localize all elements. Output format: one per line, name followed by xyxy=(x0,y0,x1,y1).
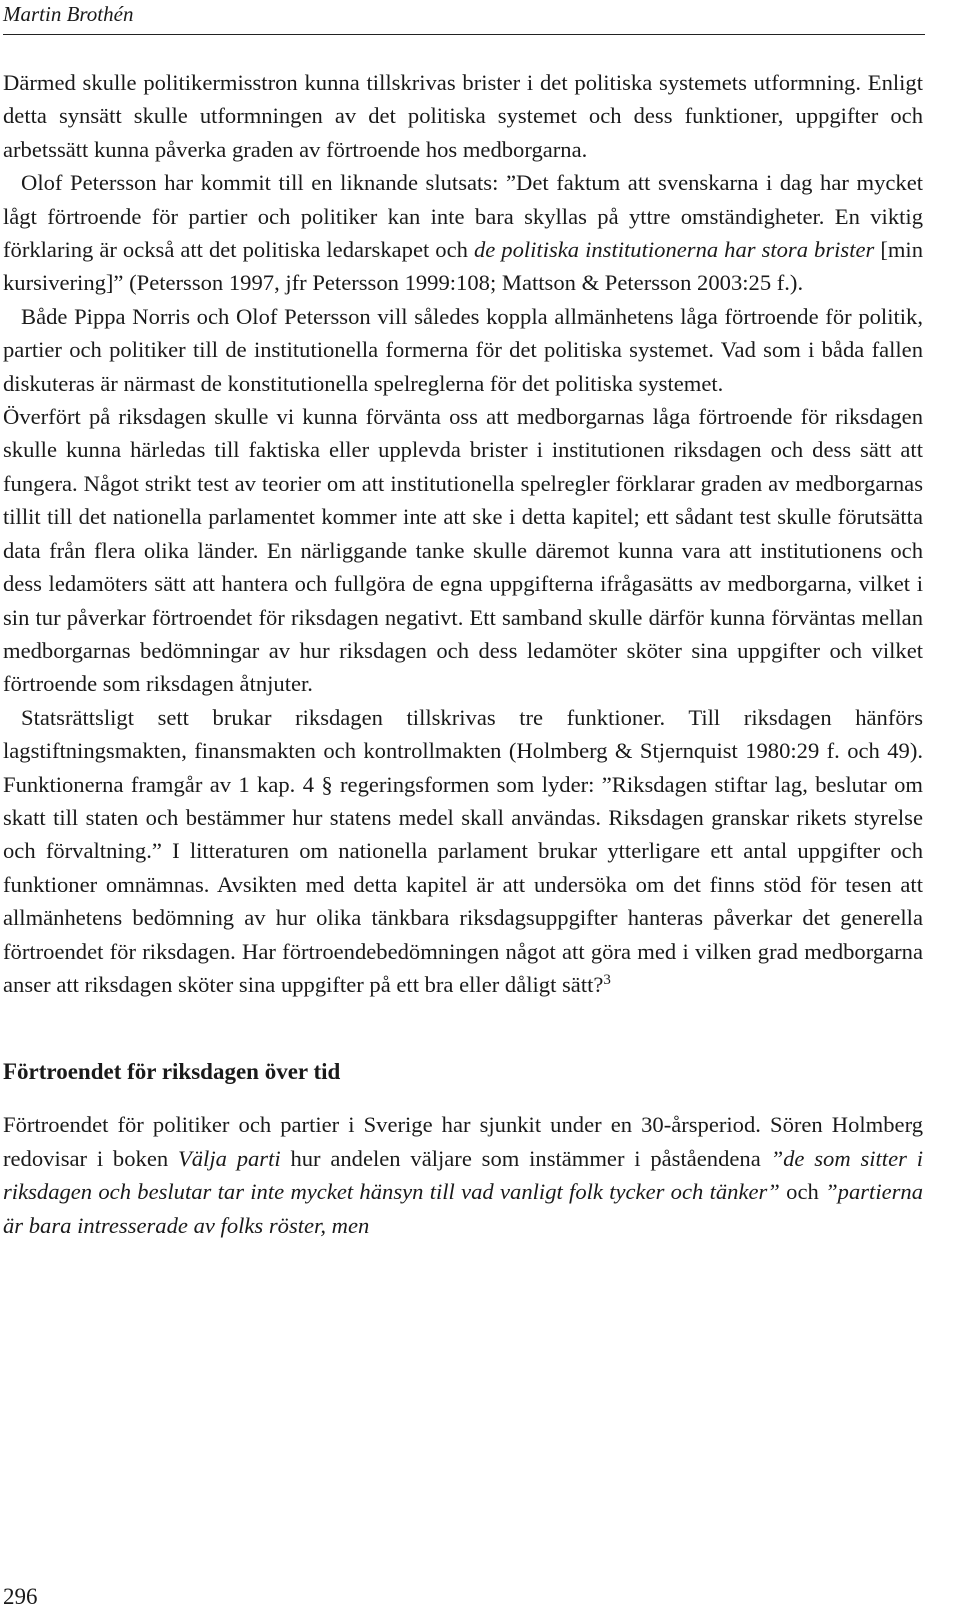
paragraph-2-italic: de politiska institutionerna har stora brister xyxy=(473,237,875,263)
running-header: Martin Brothén xyxy=(3,2,134,26)
section-paragraph-1-text-c: och xyxy=(786,1179,819,1205)
book-title: Välja parti xyxy=(177,1145,281,1171)
section-heading: Förtroendet för riksdagen över tid xyxy=(3,1059,341,1085)
paragraph-5-text: Statsrättsligt sett brukar riksdagen tillskrivas tre funktioner. Till riksdagen hänförs lagstiftningsmakten, finansmakten och kontrollmakten (Holmberg & Stjernquist 1980:29 f. och 49). Funktionerna framgår av 1 kap. 4 § regeringsformen som lyder: ”Riksdagen stiftar lag, beslutar om skatt till staten och bestämmer hur statens medel skall användas. Riksdagen granskar rikets styrelse och förvaltning.” I litteraturen om nationella parlament brukar ytterligare ett antal uppgifter och funktioner omnämnas. Avsikten med detta kapitel är att undersöka om det finns stöd för tesen att allmänhetens bedömning av hur olika tänkbara riksdagsuppgifter hanteras påverkar det generella förtroendet för riksdagen. Har förtroendebedömningen något att göra med i vilken grad medborgarna anser att riksdagen sköter sina uppgifter på ett bra eller dåligt sätt? xyxy=(3,704,923,997)
section-paragraph-1 xyxy=(3,1108,923,1242)
body-text xyxy=(3,66,923,1242)
quote-1: ”de som sitter i riksdagen och beslutar tar inte mycket hänsyn till vad vanligt folk tycker och tänker” xyxy=(3,1145,923,1205)
document-page xyxy=(3,0,923,1242)
paragraph-1: Därmed skulle politikermisstron kunna tillskrivas brister i det politiska systemets utformning. Enligt detta synsätt skulle utformningen av det politiska systemet och dess funktioner, uppgifter och arbetssätt kunna påverka graden av förtroende hos medborgarna. xyxy=(3,70,923,162)
paragraph-3: Både Pippa Norris och Olof Petersson vill således koppla allmänhetens låga förtroende för politik, partier och politiker till de institutionella formerna för det politiska systemet. Vad som i båda fallen diskuteras är närmast de konstitutionella spelreglerna för det politiska systemet. xyxy=(3,303,923,396)
paragraph-5 xyxy=(3,701,923,1002)
paragraph-2 xyxy=(3,166,923,300)
page-number: 296 xyxy=(3,1584,38,1609)
section-paragraph-1-text-b: hur andelen väljare som instämmer i påståendena xyxy=(290,1145,761,1171)
footnote-marker: 3 xyxy=(603,971,611,988)
quote-2: ”partierna är bara intresserade av folks röster, men xyxy=(3,1179,924,1238)
paragraph-4: Överfört på riksdagen skulle vi kunna förvänta oss att medborgarnas låga förtroende för riksdagen skulle kunna härledas till faktiska eller upplevda brister i institutionen riksdagen och dess sätt att fungera. Något strikt test av teorier om att institutionella spelregler förklarar graden av medborgarnas tillit till det nationella parlamentet kommer inte att ske i detta kapitel; ett sådant test skulle förutsätta data från flera olika länder. En närliggande tanke skulle däremot kunna vara att institutionens och dess ledamöters sätt att hantera och fullgöra de egna uppgifterna ifrågasätts av medborgarna, vilket i sin tur påverkar förtroendet för riksdagen negativt. Ett samband skulle därför kunna förväntas mellan medborgarnas bedömningar av hur riksdagen och dess ledamöter sköter sina uppgifter och vilket förtroende som riksdagen åtnjuter. xyxy=(3,404,923,697)
paragraph-2-text-a: Olof Petersson har kommit till en liknande slutsats: ”Det faktum att svenskarna i dag har mycket lågt förtroende för partier och politiker kan inte bara skyllas på yttre omständigheter. En viktig förklaring är också att det politiska ledarskapet och xyxy=(3,170,923,263)
paragraph-2-text-b: [min kursivering]” (Petersson 1997, jfr Petersson 1999:108; Mattson & Petersson 2003:25 f.). xyxy=(3,237,923,296)
header-rule xyxy=(3,34,925,35)
section-paragraph-1-text-a: Förtroendet för politiker och partier i Sverige har sjunkit under en 30-årsperiod. Sören Holmberg redovisar i boken xyxy=(3,1112,923,1171)
